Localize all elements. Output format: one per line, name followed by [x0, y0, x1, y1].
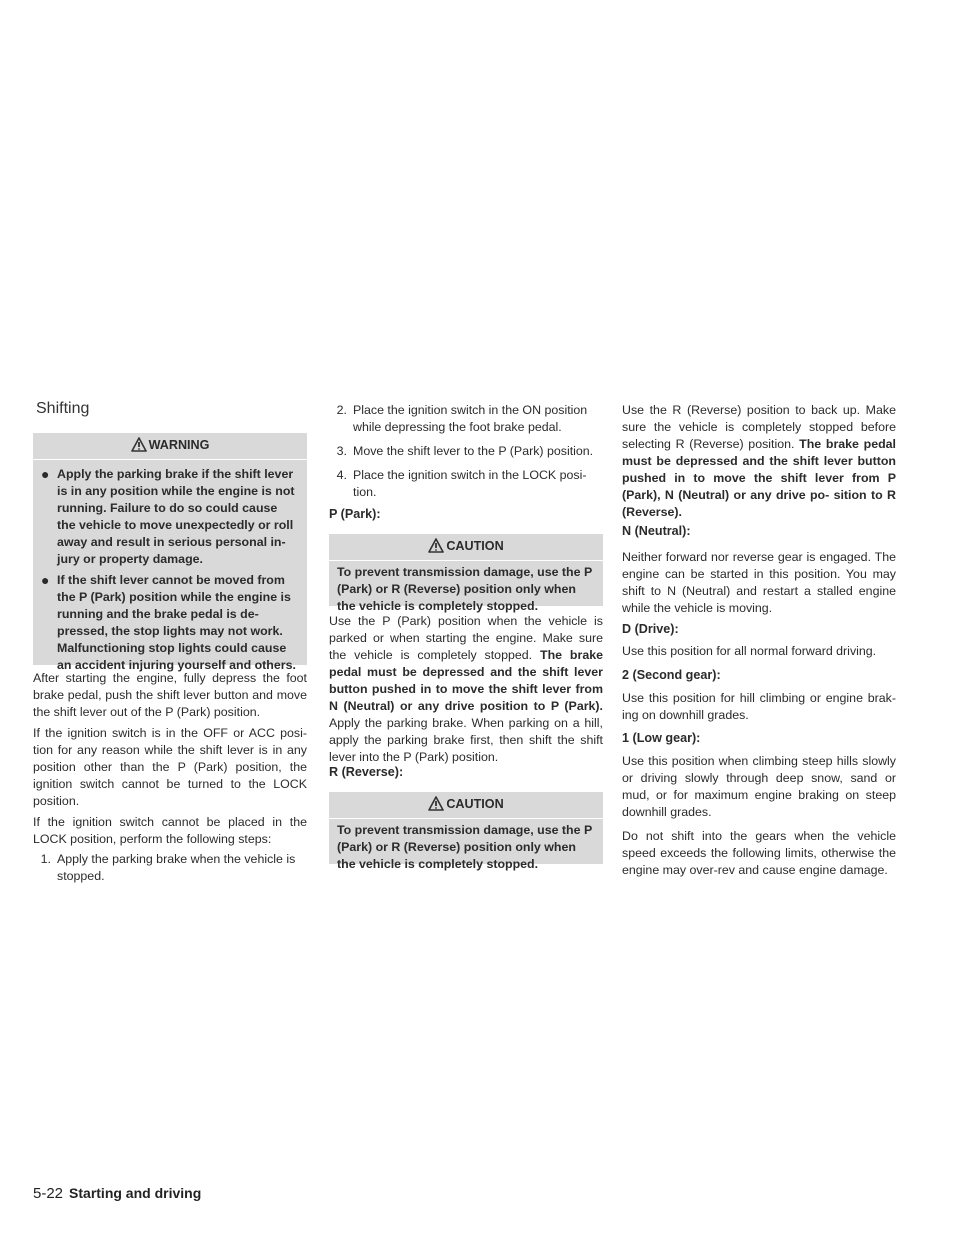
step-3: 3. Move the shift lever to the P (Park) position.	[336, 444, 594, 458]
caution-header: CAUTION	[329, 792, 603, 819]
step-4: 4. Place the ignition switch in the LOCK posi- tion.	[336, 468, 587, 499]
bullet-icon: ●	[41, 466, 50, 482]
neutral-paragraph: Neither forward nor reverse gear is engaged. The engine can be started in this position. You may shift to N (Neutral) and restart a stalled engine while the vehicle is moving.	[622, 550, 896, 615]
warning-header	[33, 433, 307, 460]
bullet-icon: ●	[41, 572, 50, 588]
park-heading: P (Park):	[329, 507, 381, 521]
page-footer	[33, 1185, 201, 1202]
reverse-paragraph: Use the R (Reverse) position to back up. Make sure the vehicle is completely stopped before selecting R (Reverse) position. The brake pedal must be depressed and the shift lever button pushed in to move the shift lever from P (Park), N (Neutral) or any drive po- sition to R (Reverse).	[622, 403, 896, 519]
drive-paragraph: Use this position for all normal forward driving.	[622, 644, 877, 658]
caution-box-park	[329, 534, 603, 613]
drive-heading: D (Drive):	[622, 622, 679, 636]
warning-label: WARNING	[148, 438, 210, 452]
warning-box	[33, 433, 307, 672]
paragraph: If the ignition switch cannot be placed in the LOCK position, perform the following steps:	[33, 815, 307, 846]
warning-item: ● Apply the parking brake if the shift lever is in any position while the engine is not running. Failure to do so could cause the vehicle to move unexpectedly or roll away and result in serious personal in- jury or property damage.	[41, 466, 295, 566]
section-name: Starting and driving	[69, 1185, 202, 1201]
neutral-heading: N (Neutral):	[622, 524, 691, 538]
page-number: 5-22	[33, 1185, 64, 1202]
paragraph: If the ignition switch is in the OFF or ACC posi- tion for any reason while the shift lever is in any position other than the P (Park) position, the ignition switch cannot be turned to the LOCK position.	[33, 726, 307, 808]
caution-text: To prevent transmission damage, use the P (Park) or R (Reverse) position only when the vehicle is completely stopped.	[337, 565, 592, 613]
step-1: 1. Apply the parking brake when the vehicle is stopped.	[40, 852, 296, 883]
park-paragraph: Use the P (Park) position when the vehicle is parked or when starting the engine. Make sure the vehicle is completely stopped. The brake pedal must be depressed and the shift lever button pushed in to move the shift lever from N (Neutral) or any drive position to P (Park). Apply the parking brake. When parking on a hill, apply the parking brake first, then shift the shift lever into the P (Park) position.	[329, 614, 603, 764]
caution-icon	[428, 796, 444, 811]
second-paragraph: Use this position for hill climbing or engine brak- ing on downhill grades.	[622, 691, 896, 722]
low-heading: 1 (Low gear):	[622, 731, 701, 745]
warning-icon	[131, 437, 147, 452]
step-2: 2. Place the ignition switch in the ON position while depressing the foot brake pedal.	[336, 403, 588, 434]
caution-header: CAUTION	[329, 534, 603, 561]
caution-box-reverse	[329, 792, 603, 871]
paragraph: After starting the engine, fully depress the foot brake pedal, push the shift lever button and move the shift lever out of the P (Park) position.	[33, 671, 307, 719]
caution-icon	[428, 538, 444, 553]
reverse-heading: R (Reverse):	[329, 765, 404, 779]
low-paragraph: Use this position when climbing steep hills slowly or driving slowly through deep snow, sand or mud, or for maximum engine braking on steep downhill grades.	[622, 754, 896, 819]
caution-text: To prevent transmission damage, use the P (Park) or R (Reverse) position only when the vehicle is completely stopped.	[337, 823, 592, 871]
limit-paragraph: Do not shift into the gears when the vehicle speed exceeds the following limits, otherwise the engine may over-rev and cause engine damage.	[622, 829, 896, 877]
warning-item: ● If the shift lever cannot be moved from the P (Park) position while the engine is running and the brake pedal is de- pressed, the stop lights may not work. Malfunctioning stop lights could cause an accident injuring yourself and others.	[41, 572, 296, 672]
second-heading: 2 (Second gear):	[622, 668, 721, 682]
section-title: Shifting	[36, 400, 90, 417]
